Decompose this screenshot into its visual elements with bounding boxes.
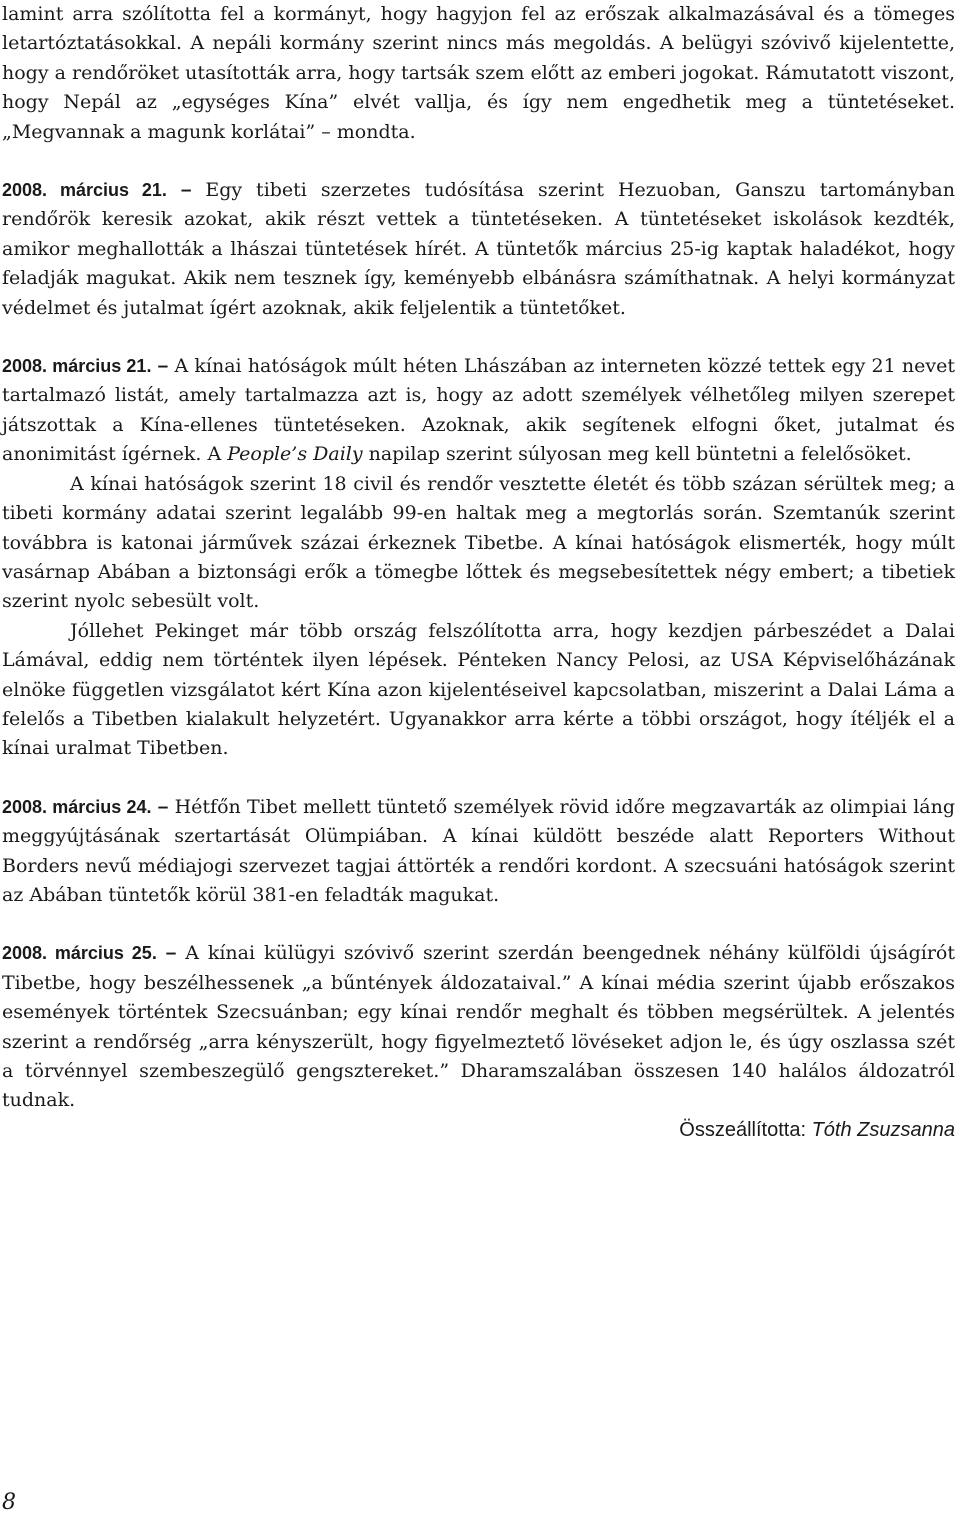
article-body xyxy=(2,0,955,1145)
entry-paragraph-3: Jóllehet Pekinget már több ország felszólította arra, hogy kezdjen párbeszédet a Dalai Lámával, eddig nem történtek ilyen lépések. Pénteken Nancy Pelosi, az USA Képviselőházának elnöke független vizsgálatot kért Kína azon kijelentéseivel kapcsolatban, miszerint a Dalai Láma a felelős a Tibetben kialakult helyzetért. Ugyanakkor arra kérte a többi országot, hogy ítéljék el a kínai uralmat Tibetben. xyxy=(2,619,955,760)
entry-date: 2008. március 24. xyxy=(2,796,152,817)
entry-paragraph xyxy=(2,176,955,323)
entry-dash: – xyxy=(180,180,192,202)
entry-march-25 xyxy=(2,939,955,1115)
entry-dash: – xyxy=(157,356,169,378)
entry-dash: – xyxy=(157,796,169,818)
author-name: Tóth Zsuzsanna xyxy=(811,1118,955,1141)
entry-paragraph xyxy=(2,352,955,470)
newspaper-name: People’s Daily xyxy=(227,443,363,466)
entry-text: A kínai külügyi szóvivő szerint szerdán beengednek néhány külföldi újságírót Tibetbe, hogy beszélhessenek „a bűntények áldozataival.” A kínai média szerint újabb erőszakos események történtek Szecsuánban; egy kínai rendőr meghalt és többen megsérültek. A jelentés szerint a rendőrség „arra kényszerült, hogy figyelmeztető lövéseket adjon le, és úgy oszlassa szét a törvénnyel szembeszegülő gengsztereket.” Dharamszalában összesen 140 halálos áldozatról tudnak. xyxy=(2,942,955,1112)
entry-paragraph xyxy=(2,793,955,911)
entry-text: A kínai hatóságok múlt héten Lhászában az interneten közzé tettek egy 21 nevet tartalmazó listát, amely tartalmazza azt is, hogy az adott személyek vélhetőleg milyen szerepet játszottak a Kína-ellenes tüntetéseken. Azoknak, akik segítenek elfogni őket, jutalmat és anonimitást ígérnek. A xyxy=(2,355,956,466)
entry-text: Hétfőn Tibet mellett tüntető személyek rövid időre megzavarták az olimpiai láng meggyújtásának szertartását Olümpiában. A kínai küldött beszéde alatt Reporters Without Borders nevű médiajogi szervezet tagjai áttörték a rendőri kordont. A szecsuáni hatóságok szerint az Abában tüntetők körül 381-en feladták magukat. xyxy=(2,795,956,906)
entry-march-24 xyxy=(2,793,955,911)
entry-dash: – xyxy=(165,943,177,965)
page-number: 8 xyxy=(2,1490,16,1515)
entry-date: 2008. március 25. xyxy=(2,943,157,964)
entry-march-21-a xyxy=(2,176,955,323)
intro-paragraph: lamint arra szólította fel a kormányt, hogy hagyjon fel az erőszak alkalmazásával és a tömeges letartóztatásokkal. A nepáli kormány szerint nincs más megoldás. A belügyi szóvivő kijelentette, hogy a rendőröket utasították arra, hogy tartsák szem előtt az emberi jogokat. Rámutatott viszont, hogy Nepál az „egységes Kína” elvét vallja, és így nem engedhetik meg a tüntetéseket. „Megvannak a magunk korlátai” – mondta. xyxy=(2,3,955,143)
credit-label: Összeállította: xyxy=(679,1118,812,1141)
entry-paragraph xyxy=(2,939,955,1115)
entry-date: 2008. március 21. xyxy=(2,180,167,201)
author-credit xyxy=(2,1116,955,1145)
entry-march-21-b xyxy=(2,352,955,764)
entry-text: Egy tibeti szerzetes tudósítása szerint Hezuoban, Ganszu tartományban rendőrök keresik azokat, akik részt vettek a tüntetéseken. A tüntetéseket iskolások kezdték, amikor meghallották a lhászai tüntetések hírét. A tüntetők március 25-ig kaptak haladékot, hogy feladják magukat. Akik nem tesznek így, keményebb elbánásra számíthatnak. A helyi kormányzat védelmet és jutalmat ígért azoknak, akik feljelentik a tüntetőket. xyxy=(2,179,955,319)
entry-paragraph-2: A kínai hatóságok szerint 18 civil és rendőr vesztette életét és több százan sérültek meg; a tibeti kormány adatai szerint legalább 99-en haltak meg a megtorlás során. Szemtanúk szerint továbbra is katonai járművek százai érkeznek Tibetbe. A kínai hatóságok elismerték, hogy múlt vasárnap Abában a biztonsági erők a tömegbe lőttek és megsebesítettek négy embert; a tibetiek szerint nyolc sebesült volt. xyxy=(2,472,955,613)
entry-date: 2008. március 21. xyxy=(2,356,152,377)
entry-text-cont: napilap szerint súlyosan meg kell büntetni a felelősöket. xyxy=(362,443,912,466)
